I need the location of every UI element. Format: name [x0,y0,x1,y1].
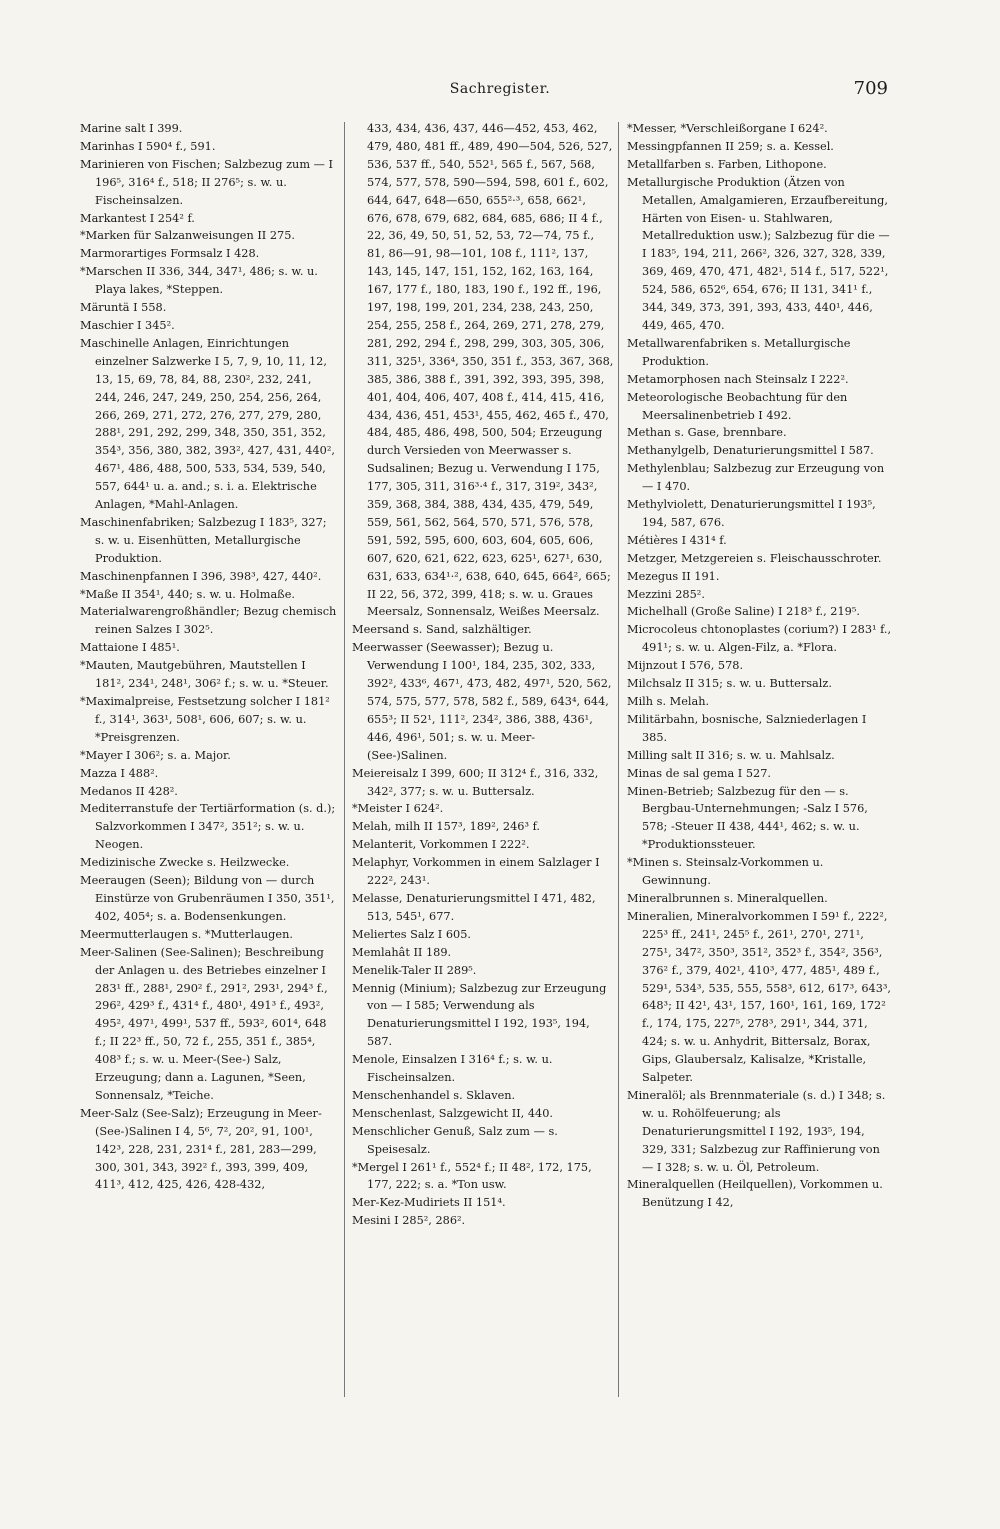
index-entry: Marinhas I 590⁴ f., 591. [80,139,216,153]
index-column-2 [352,120,614,1420]
index-entry: Meer-Salz (See-Salz); Erzeugung in Meer-(See-)Salinen I 4, 5⁶, 7², 20², 91, 100¹, 142³, 228, 231, 231⁴ f., 281, 283—299, 300, 301, 343, 392² f., 393, 399, 409, 411³, 412, 425, 426, 428-432, [80,1106,322,1192]
index-entry: Metallfarben s. Farben, Lithopone. [627,157,827,171]
index-entry: *Maße II 354¹, 440; s. w. u. Holmaße. [80,587,296,601]
index-entry: Markantest I 254² f. [80,211,195,225]
running-title: Sachregister. [449,81,551,97]
column-divider [618,122,619,1397]
index-entry: Mineralien, Mineralvorkommen I 59¹ f., 222², 225³ ff., 241¹, 245⁵ f., 261¹, 270¹, 271¹, 275¹, 347², 350³, 351², 352³ f., 354², 356³, 376² f., 379, 402¹, 410³, 477, 485¹, 489 f., 529¹, 534³, 535, 555, 558³, 612, 617³, 643³, 648³; II 42¹, 43¹, 157, 160¹, 161, 169, 172² f., 174, 175, 227⁵, 278³, 291¹, 344, 371, 424; s. w. u. Anhydrit, Bittersalz, Borax, Gips, Glaubersalz, Kalisalze, *Kristalle, Salpeter. [627,909,892,1085]
index-entry: *Messer, *Verschleißorgane I 624². [627,122,828,135]
index-entry: Meiereisalz I 399, 600; II 312⁴ f., 316, 332, 342², 377; s. w. u. Buttersalz. [352,766,599,798]
page-header [0,78,1000,102]
index-entry: Mediterranstufe der Tertiärformation (s. d.); Salzvorkommen I 347², 351²; s. w. u. Neogen. [80,802,336,852]
index-entry: Melaphyr, Vorkommen in einem Salzlager I 222², 243¹. [352,856,600,888]
index-entry: Meliertes Salz I 605. [352,927,472,941]
index-entry: Materialwarengroßhändler; Bezug chemisch reinen Salzes I 302⁵. [80,605,337,637]
index-entry: Menschenhandel s. Sklaven. [352,1088,516,1102]
index-entry: Menschlicher Genuß, Salz zum — s. Speisesalz. [352,1124,558,1156]
index-entry: Milling salt II 316; s. w. u. Mahlsalz. [627,748,835,762]
index-entry: Militärbahn, bosnische, Salzniederlagen I 385. [627,712,867,744]
index-entry: Mesini I 285², 286². [352,1214,466,1228]
index-entry: Methanylgelb, Denaturierungsmittel I 587. [627,444,874,458]
index-entry: Maschinelle Anlagen, Einrichtungen einzelner Salzwerke I 5, 7, 9, 10, 11, 12, 13, 15, 69, 78, 84, 88, 230², 232, 241, 244, 246, 247, 249, 250, 254, 256, 264, 266, 269, 271, 272, 276, 277, 279, 280, 288¹, 291, 292, 299, 348, 350, 351, 352, 354³, 356, 380, 382, 393², 427, 431, 440², 467¹, 486, 488, 500, 533, 534, 539, 540, 557, 644¹ u. a. and.; s. i. a. Elektrische Anlagen, *Mahl-Anlagen. [80,336,335,512]
index-entry: Mezzini 285². [627,587,705,601]
index-entry: Medanos II 428². [80,784,178,798]
index-entry: Mattaione I 485¹. [80,641,180,655]
index-entry: Mazza I 488². [80,766,159,780]
index-entry: Mer-Kez-Mudiriets II 151⁴. [352,1196,506,1210]
index-entry: Mineralöl; als Brennmateriale (s. d.) I 348; s. w. u. Rohölfeuerung; als Denaturierungsmittel I 192, 193⁵, 194, 329, 331; Salzbezug zur Raffinierung von — I 328; s. w. u. Öl, Petroleum. [627,1088,886,1174]
index-entry: Maschinenpfannen I 396, 398³, 427, 440². [80,569,322,583]
index-entry: Mijnzout I 576, 578. [627,659,744,673]
index-entry: Melah, milh II 157³, 189², 246³ f. [352,820,540,834]
index-entry: Maschinenfabriken; Salzbezug I 183⁵, 327; s. w. u. Eisenhütten, Metallurgische Produktion. [80,515,327,565]
index-entry: Meermutterlaugen s. *Mutterlaugen. [80,927,293,941]
index-entry: *Meister I 624². [352,802,444,816]
index-entry: Memlahât II 189. [352,945,452,959]
index-entry: Maschier I 345². [80,318,175,332]
index-entry: *Mergel I 261¹ f., 552⁴ f.; II 48², 172, 175, 177, 222; s. a. *Ton usw. [352,1160,592,1192]
index-entry: Meersand s. Sand, salzhältiger. [352,623,532,637]
index-entry: Microcoleus chtonoplastes (corium?) I 283¹ f., 491¹; s. w. u. Algen-Filz, a. *Flora. [627,623,892,655]
index-entry: Meeraugen (Seen); Bildung von — durch Einstürze von Grubenräumen I 350, 351¹, 402, 405⁴; s. a. Bodensenkungen. [80,874,335,923]
index-entry: Metamorphosen nach Steinsalz I 222². [627,372,849,386]
index-entry: *Minen s. Steinsalz-Vorkommen u. Gewinnung. [627,856,824,888]
index-entry: Metallurgische Produktion (Ätzen von Metallen, Amalgamieren, Erzaufbereitung, Härten von Eisen- u. Stahlwaren, Metallreduktion usw.); Salzbezug für die — I 183⁵, 194, 211, 266², 326, 327, 328, 339, 369, 469, 470, 471, 482¹, 514 f., 517, 522¹, 524, 586, 652⁶, 654, 676; II 131, 341¹ f., 344, 349, 373, 391, 393, 433, 440¹, 446, 449, 465, 470. [627,175,890,332]
index-entry: *Marken für Salzanweisungen II 275. [80,229,296,243]
index-entry: *Maximalpreise, Festsetzung solcher I 181² f., 314¹, 363¹, 508¹, 606, 607; s. w. u. *Preisgrenzen. [80,695,330,744]
index-entry: *Mauten, Mautgebühren, Mautstellen I 181², 234¹, 248¹, 306² f.; s. w. u. *Steuer. [80,659,329,691]
index-entry: Messingpfannen II 259; s. a. Kessel. [627,139,834,153]
index-entry: Minas de sal gema I 527. [627,766,771,780]
continued-entry: 433, 434, 436, 437, 446—452, 453, 462, 479, 480, 481 ff., 489, 490—504, 526, 527, 536, 537 ff., 540, 552¹, 565 f., 567, 568, 574, 577, 578, 590—594, 598, 601 f., 602, 644, 647, 648—650, 655²·³, 658, 662¹, 676, 678, 679, 682, 684, 685, 686; II 4 f., 22, 36, 49, 50, 51, 52, 53, 72—74, 75 f., 81, 86—91, 98—101, 108 f., 111², 137, 143, 145, 147, 151, 152, 162, 163, 164, 167, 177 f., 180, 183, 190 f., 192 ff., 196, 197, 198, 199, 201, 234, 238, 243, 250, 254, 255, 258 f., 264, 269, 271, 278, 279, 281, 292, 294 f., 298, 299, 303, 305, 306, 311, 325¹, 336⁴, 350, 351 f., 353, 367, 368, 385, 386, 388 f., 391, 392, 393, 395, 398, 401, 404, 406, 407, 408 f., 414, 415, 416, 434, 436, 451, 453¹, 455, 462, 465 f., 470, 484, 485, 486, 498, 500, 504; Erzeugung durch Versieden von Meerwasser s. Sudsalinen; Bezug u. Verwendung I 175, 177, 305, 311, 316³·⁴ f., 317, 319², 343², 359, 368, 384, 388, 434, 435, 479, 549, 559, 561, 562, 564, 570, 571, 576, 578, 591, 592, 595, 600, 603, 604, 605, 606, 607, 620, 621, 622, 623, 625¹, 627¹, 630, 631, 633, 634¹·², 638, 640, 645, 664², 665; II 22, 56, 372, 399, 418; s. w. u. Graues Meersalz, Sonnensalz, Weißes Meersalz. [367,122,614,619]
index-column-3 [627,120,893,1420]
index-entry: Meerwasser (Seewasser); Bezug u. Verwendung I 100¹, 184, 235, 302, 333, 392², 433⁶, 467¹, 473, 482, 497¹, 520, 562, 574, 575, 577, 578, 582 f., 589, 643⁴, 644, 655³; II 52¹, 111², 234², 386, 388, 436¹, 446, 496¹, 501; s. w. u. Meer-(See-)Salinen. [352,641,612,762]
index-entry: Marmorartiges Formsalz I 428. [80,247,260,261]
index-entry: Metzger, Metzgereien s. Fleischausschroter. [627,551,882,565]
column-divider [344,122,345,1397]
index-entry: Marine salt I 399. [80,122,183,135]
index-entry: Methylenblau; Salzbezug zur Erzeugung von — I 470. [627,462,885,494]
index-entry: Methylviolett, Denaturierungsmittel I 193⁵, 194, 587, 676. [627,498,876,529]
index-entry: Meer-Salinen (See-Salinen); Beschreibung der Anlagen u. des Betriebes einzelner I 283¹ ff., 288¹, 290² f., 291², 293¹, 294³ f., 296², 429³ f., 431⁴ f., 480¹, 491³ f., 493², 495², 497¹, 499¹, 537 ff., 593², 601⁴, 648 f.; II 22³ ff., 50, 72 f., 255, 351 f., 385⁴, 408³ f.; s. w. u. Meer-(See-) Salz, Erzeugung; dann a. Lagunen, *Seen, Sonnensalz, *Teiche. [80,945,328,1102]
page-number: 709 [853,78,888,99]
index-entry: *Mayer I 306²; s. a. Major. [80,748,231,762]
index-column-1 [80,120,337,1420]
index-entry: Menole, Einsalzen I 316⁴ f.; s. w. u. Fischeinsalzen. [352,1053,553,1085]
index-entry: Metallwarenfabriken s. Metallurgische Produktion. [627,336,851,368]
index-entry: Mezegus II 191. [627,569,720,583]
index-entry: Marinieren von Fischen; Salzbezug zum — I 196⁵, 316⁴ f., 518; II 276⁵; s. w. u. Fischeinsalzen. [80,157,333,207]
index-entry: Mennig (Minium); Salzbezug zur Erzeugung von — I 585; Verwendung als Denaturierungsmittel I 192, 193⁵, 194, 587. [352,981,607,1049]
index-entry: Mineralquellen (Heilquellen), Vorkommen u. Benützung I 42, [627,1178,883,1210]
index-entry: Michelhall (Große Saline) I 218³ f., 219⁵. [627,605,860,619]
index-entry: Métières I 431⁴ f. [627,533,727,547]
index-entry: Melanterit, Vorkommen I 222². [352,838,530,852]
index-entry: Milchsalz II 315; s. w. u. Buttersalz. [627,677,832,691]
index-entry: Menelik-Taler II 289⁵. [352,963,477,977]
index-entry: Milh s. Melah. [627,695,710,708]
index-entry: Märuntä I 558. [80,301,167,315]
index-entry: Meteorologische Beobachtung für den Meersalinenbetrieb I 492. [627,390,848,422]
index-entry: *Marschen II 336, 344, 347¹, 486; s. w. u. Playa lakes, *Steppen. [80,265,318,297]
index-entry: Mineralbrunnen s. Mineralquellen. [627,891,828,905]
index-entry: Melasse, Denaturierungsmittel I 471, 482, 513, 545¹, 677. [352,891,596,923]
index-entry: Medizinische Zwecke s. Heilzwecke. [80,856,290,870]
index-entry: Methan s. Gase, brennbare. [627,426,787,440]
index-entry: Minen-Betrieb; Salzbezug für den — s. Bergbau-Unternehmungen; -Salz I 576, 578; -Steuer II 438, 444¹, 462; s. w. u. *Produktionssteuer. [627,784,868,852]
index-entry: Menschenlast, Salzgewicht II, 440. [352,1106,553,1120]
